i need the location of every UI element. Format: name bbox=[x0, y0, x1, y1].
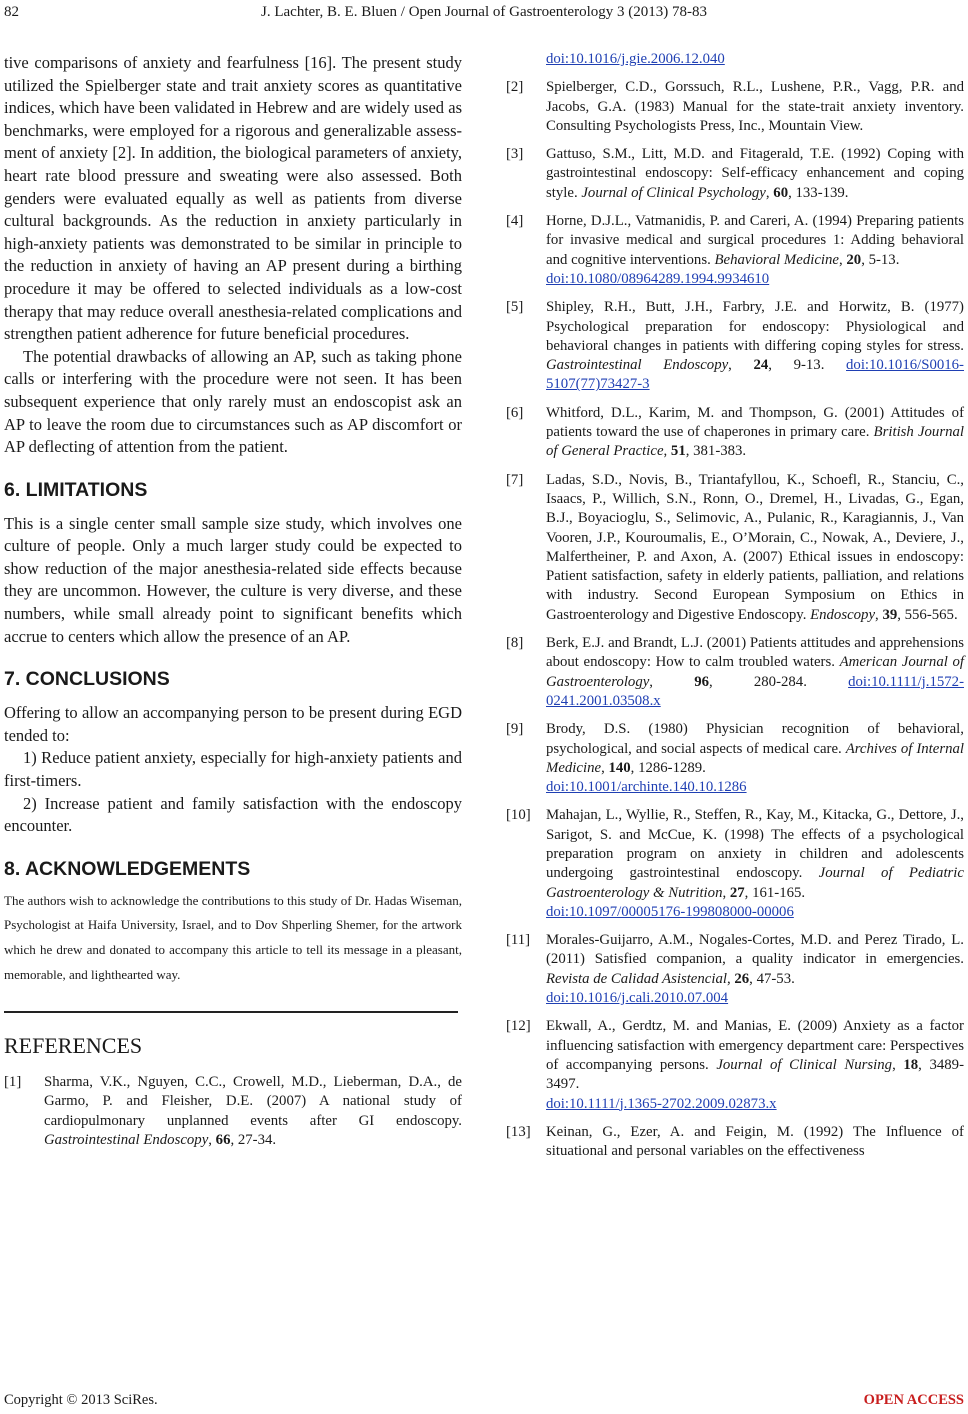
reference-authors-title: Gattuso, S.M., Litt, M.D. and Fitagerald, T.E. (1992) Coping with gastrointestinal endoscopy: Self-efficacy enhancement and coping style. bbox=[546, 146, 964, 201]
conclusion-item: 2) Increase patient and family satisfaction with the endoscopy encounter. bbox=[4, 793, 462, 836]
body-paragraph: Offering to allow an accompanying person to be present during EGD tended to: bbox=[4, 703, 462, 745]
reference-number: [9] bbox=[506, 721, 524, 738]
reference-item bbox=[506, 931, 964, 1008]
reference-number: [12] bbox=[506, 1018, 531, 1035]
reference-text bbox=[546, 634, 964, 711]
reference-item bbox=[506, 806, 964, 922]
reference-text bbox=[546, 298, 964, 394]
reference-item bbox=[506, 145, 964, 203]
reference-item bbox=[506, 78, 964, 136]
reference-item bbox=[506, 404, 964, 462]
reference-authors-title: Morales-Guijarro, A.M., Nogales-Cortes, M.D. and Perez Tirado, L. (2011) Satisfied companion, a quality indicator in emergencies. bbox=[546, 932, 964, 968]
reference-item bbox=[506, 634, 964, 711]
reference-item bbox=[506, 1123, 964, 1162]
reference-authors-title: Ekwall, A., Gerdtz, M. and Manias, E. (2009) Anxiety as a factor influencing satisfaction with emergency department care: Perspectives of accompanying persons. bbox=[546, 1018, 964, 1073]
reference-doi-link[interactable]: doi:10.1016/j.gie.2006.12.040 bbox=[546, 51, 725, 67]
reference-journal: British Journal of General Practice bbox=[546, 424, 964, 460]
reference-pages: , 47-53. bbox=[749, 970, 795, 987]
reference-volume: 26 bbox=[734, 970, 750, 987]
reference-journal: Journal of Pediatric Gastroenterology & Nutrition bbox=[546, 865, 964, 901]
copyright-notice: Copyright © 2013 SciRes. bbox=[4, 1392, 158, 1408]
reference-text bbox=[546, 78, 964, 136]
reference-separator: , bbox=[838, 251, 847, 268]
section-heading-limitations: 6. LIMITATIONS bbox=[4, 478, 148, 501]
reference-journal: Journal of Clinical Nursing bbox=[716, 1056, 893, 1073]
reference-volume: 24 bbox=[753, 357, 769, 374]
reference-authors-title: Whitford, D.L., Karim, M. and Thompson, G. (2001) Attitudes of patients toward the use of chaperones in primary care. bbox=[546, 404, 964, 441]
reference-separator: , bbox=[875, 606, 883, 623]
reference-pages: , 280-284. bbox=[708, 673, 849, 690]
reference-volume: 39 bbox=[882, 606, 898, 623]
body-paragraph: The potential drawbacks of allowing an AP, such as taking phone calls or interfering with the procedure were not seen. It has been subsequent experience that only rarely must an endoscopist ask an AP to leave the room due to circumstances such as AP discomfort or AP deflecting of attention from the patient. bbox=[4, 346, 462, 457]
body-paragraph: tive comparisons of anxiety and fearfulness [16]. The present study utilized the Spielberger state and trait anxiety scores as quantitative indices, which have been validated in Hebrew and are widely used as benchmarks, were employed for a rigorous and generalizable assessment of anxiety [2]. In addition, the biological parameters of anxiety, heart rate blood pressure and sweating were also assessed. Both genders were evaluated equally as well as patients from diverse cultural backgrounds. As the reduction in anxiety particularly in high-anxiety patients was demonstrated to be similar in principle to the reduction in anxiety of having an AP present during a birthing procedure it may be offered to selected individuals as a low-cost therapy that may reduce overall anesthesia-related complications and strengthen patient adherence for future beneficial procedures. bbox=[4, 53, 462, 344]
reference-doi-link[interactable]: doi:10.1080/08964289.1994.9934610 bbox=[546, 270, 770, 287]
reference-separator: , bbox=[663, 443, 671, 460]
reference-continuation bbox=[506, 50, 964, 69]
reference-separator: , bbox=[649, 673, 695, 690]
reference-separator: , bbox=[728, 357, 754, 374]
reference-pages: , 1286-1289. bbox=[630, 759, 706, 776]
running-head: J. Lachter, B. E. Bluen / Open Journal of Gastroenterology 3 (2013) 78-83 bbox=[261, 4, 707, 20]
page-header bbox=[0, 0, 968, 34]
reference-journal: American Journal of Gastroenterology bbox=[546, 654, 965, 690]
reference-number: [6] bbox=[506, 404, 524, 421]
reference-pages: , 133-139. bbox=[788, 184, 849, 201]
reference-volume: 27 bbox=[729, 884, 745, 901]
reference-pages: , 3489-3497. bbox=[546, 1056, 964, 1093]
reference-doi-link[interactable]: doi:10.1016/S0016-5107(77)73427-3 bbox=[546, 357, 964, 393]
reference-authors-title: Sharma, V.K., Nguyen, C.C., Crowell, M.D., Lieberman, D.A., de Garmo, P. and Fleisher, D.E. (2007) A national study of cardiopulmonary unplanned events after GI endoscopy. bbox=[44, 1074, 462, 1129]
reference-number: [7] bbox=[506, 471, 524, 488]
left-column bbox=[4, 52, 462, 1159]
reference-text bbox=[546, 404, 964, 462]
page-footer bbox=[0, 1392, 968, 1414]
reference-volume: 60 bbox=[773, 184, 789, 201]
reference-text bbox=[546, 1123, 964, 1162]
body-paragraph: This is a single center small sample size study, which involves one culture of people. Only a much larger study could be expected to show reduction of the major anesthesia-related side effects because they are uncommon. However, the culture is very diverse, and these numbers, while small already point to significant benefits which accrue to centers which allow the presence of an AP. bbox=[4, 513, 462, 646]
reference-separator: , bbox=[601, 759, 609, 776]
reference-volume: 96 bbox=[694, 673, 709, 690]
reference-pages: , 556-565. bbox=[897, 606, 958, 623]
reference-text bbox=[546, 212, 964, 289]
reference-authors-title: Keinan, G., Ezer, A. and Feigin, M. (1992) The Influence of situational and personal variables on the effectiveness bbox=[546, 1123, 964, 1160]
divider-rule bbox=[4, 1011, 458, 1013]
reference-authors-title: Brody, D.S. (1980) Physician recognition of behavioral, psychological, and social aspects of medical care. bbox=[546, 721, 964, 757]
reference-number: [4] bbox=[506, 213, 524, 230]
reference-journal: Behavioral Medicine bbox=[714, 251, 839, 268]
reference-pages: , 161-165. bbox=[744, 884, 806, 901]
reference-text bbox=[44, 1073, 462, 1150]
reference-doi-link[interactable]: doi:10.1111/j.1365-2702.2009.02873.x bbox=[546, 1095, 777, 1112]
reference-journal: Archives of Internal Medicine bbox=[546, 740, 964, 776]
reference-pages: , 381-383. bbox=[685, 443, 747, 460]
reference-separator: , bbox=[765, 184, 774, 201]
reference-text bbox=[546, 471, 964, 625]
right-column bbox=[506, 50, 964, 1170]
reference-authors-title: Shipley, R.H., Butt, J.H., Farbry, J.E. and Horwitz, B. (1977) Psychological preparation for endoscopy: Physiological and behavioral changes in patients with differing coping styles for stress. bbox=[546, 299, 964, 354]
reference-journal: Endoscopy bbox=[810, 606, 876, 623]
reference-separator: , bbox=[892, 1056, 904, 1073]
section-heading-conclusions: 7. CONCLUSIONS bbox=[4, 668, 170, 691]
reference-doi-link[interactable]: doi:10.1097/00005176-199808000-00006 bbox=[546, 903, 794, 920]
reference-pages: , 9-13. bbox=[768, 357, 847, 374]
section-heading-acknowledgements: 8. ACKNOWLEDGEMENTS bbox=[4, 857, 251, 880]
reference-doi-link[interactable]: doi:10.1001/archinte.140.10.1286 bbox=[546, 779, 747, 796]
reference-authors-title: Mahajan, L., Wyllie, R., Steffen, R., Kay, M., Kitacka, G., Dettore, J., Sarigot, S. and McCue, K. (1998) The effects of a psychological preparation program on anxiety in children and adolescents undergoing gastrointestinal endoscopy. bbox=[546, 807, 964, 882]
open-access-label: OPEN ACCESS bbox=[863, 1392, 964, 1408]
reference-text bbox=[546, 145, 964, 203]
reference-doi-link[interactable]: doi:10.1016/j.cali.2010.07.004 bbox=[546, 990, 729, 1007]
reference-doi-link[interactable]: doi:10.1111/j.1572-0241.2001.03508.x bbox=[546, 673, 964, 709]
reference-item bbox=[506, 298, 964, 394]
reference-number: [10] bbox=[506, 807, 531, 824]
reference-list bbox=[506, 78, 964, 1161]
reference-number: [3] bbox=[506, 146, 524, 163]
reference-separator: , bbox=[208, 1132, 216, 1149]
conclusion-item: 1) Reduce patient anxiety, especially for high-anxiety patients and first-timers. bbox=[4, 748, 462, 791]
reference-separator: , bbox=[722, 884, 730, 901]
reference-volume: 51 bbox=[670, 443, 686, 460]
acknowledgements-text: The authors wish to acknowledge the contributions to this study of Dr. Hadas Wiseman, Psychologist at Haifa University, Israel, and to Dov Shperling Shemer, for the artwork which he drew and donated to accompany this article to tell its message in a pleasant, memorable, and lighthearted way. bbox=[4, 892, 462, 982]
reference-number: [13] bbox=[506, 1123, 531, 1140]
reference-journal: Journal of Clinical Psychology bbox=[581, 184, 766, 201]
references-heading: REFERENCES bbox=[4, 1033, 143, 1059]
reference-volume: 140 bbox=[608, 759, 631, 776]
reference-authors-title: Ladas, S.D., Novis, B., Triantafyllou, K., Schoefl, R., Stanciu, C., Isaacs, P., Willich, S.N., Ronn, O., Dremel, H., Livadas, G., Egan, B.J., Boyacioglu, S., Selimovic, A., Pulanic, R., Karagiannis, J., Van Vooren, J.P., Kouroumalis, E., O’Morain, C., Nowak, A., Deviere, J., Malfertheiner, P. and Axon, A. (2007) Ethical issues in endoscopy: Patient satisfaction, safety in elderly patients, palliation, and relations with industry. Second European Symposium on Ethics in Gastroenterology and Digestive Endoscopy. bbox=[546, 471, 964, 623]
reference-number: [5] bbox=[506, 299, 524, 316]
reference-number: [11] bbox=[506, 932, 531, 949]
reference-volume: 66 bbox=[215, 1132, 231, 1149]
reference-volume: 18 bbox=[903, 1056, 919, 1073]
reference-authors-title: Horne, D.J.L., Vatmanidis, P. and Careri, A. (1994) Preparing patients for invasive medical and surgical procedures 1: Adding behavioral and cognitive interventions. bbox=[546, 213, 964, 268]
page-number: 82 bbox=[4, 4, 19, 20]
reference-item bbox=[506, 471, 964, 625]
reference-text bbox=[546, 931, 964, 1008]
reference-text bbox=[546, 1017, 964, 1113]
reference-journal: Gastrointestinal Endoscopy bbox=[44, 1132, 209, 1149]
reference-text bbox=[546, 806, 964, 922]
reference-journal: Revista de Calidad Asistencial bbox=[546, 970, 727, 987]
reference-separator: , bbox=[726, 970, 735, 987]
reference-number: [8] bbox=[506, 635, 524, 652]
reference-authors-title: Berk, E.J. and Brandt, L.J. (2001) Patients attitudes and apprehensions about endoscopy: How to calm troubled waters. bbox=[546, 635, 964, 671]
reference-item bbox=[506, 212, 964, 289]
reference-volume: 20 bbox=[846, 251, 862, 268]
reference-authors-title: Spielberger, C.D., Gorssuch, R.L., Lushene, P.R., Vagg, P.R. and Jacobs, G.A. (1983) Manual for the state-trait anxiety inventory. Consulting Psychologists Press, Inc., Mountain View. bbox=[546, 79, 964, 134]
reference-pages: , 5-13. bbox=[861, 251, 900, 268]
reference-item bbox=[506, 720, 964, 797]
reference-item bbox=[4, 1073, 462, 1150]
reference-number: [1] bbox=[4, 1074, 22, 1091]
reference-pages: , 27-34. bbox=[230, 1132, 277, 1149]
reference-text bbox=[546, 720, 964, 797]
reference-journal: Gastrointestinal Endoscopy bbox=[546, 357, 729, 374]
reference-item bbox=[506, 1017, 964, 1113]
reference-number: [2] bbox=[506, 79, 524, 96]
